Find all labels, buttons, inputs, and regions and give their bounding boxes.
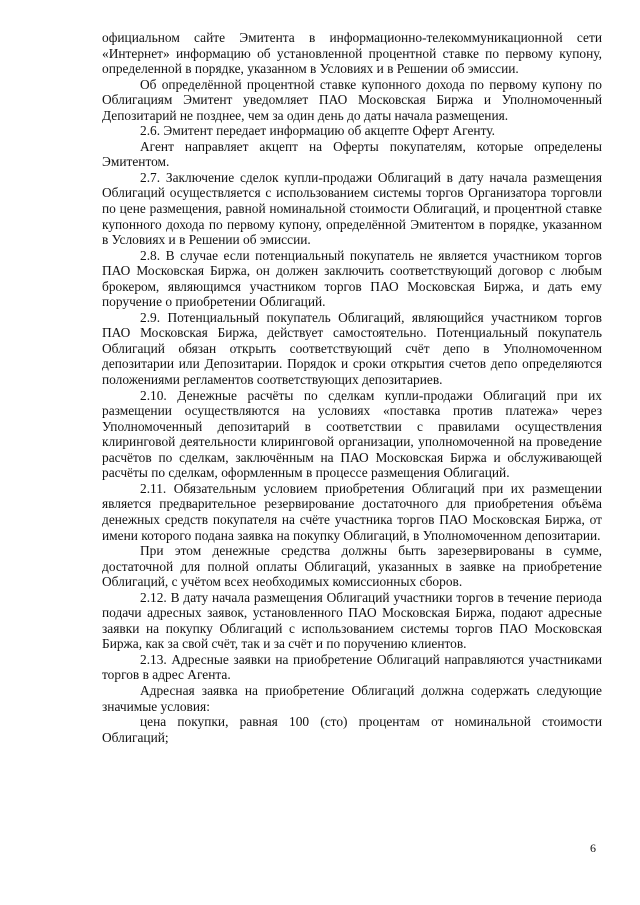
page-number: 6 xyxy=(590,841,596,855)
paragraph: 2.8. В случае если потенциальный покупатель не является участником торгов ПАО Московская Биржа, он должен заключить соответствующий договор с любым брокером, являющимся участником торгов ПАО Московская Биржа, и дать ему поручение о приобретении Облигаций. xyxy=(102,247,602,310)
paragraph: Адресная заявка на приобретение Облигаций должна содержать следующие значимые условия: xyxy=(102,682,602,714)
paragraph: цена покупки, равная 100 (сто) процентам от номинальной стоимости Облигаций; xyxy=(102,714,602,745)
paragraph: При этом денежные средства должны быть зарезервированы в сумме, достаточной для полной оплаты Облигаций, указанных в заявке на приобретение Облигаций, с учётом всех необходимых комиссионных сборов. xyxy=(102,543,602,590)
paragraph: 2.13. Адресные заявки на приобретение Облигаций направляются участниками торгов в адрес Агента. xyxy=(102,651,602,683)
paragraph: 2.12. В дату начала размещения Облигаций участники торгов в течение периода подачи адресных заявок, установленного ПАО Московская Биржа, подают адресные заявки на покупку Облигаций с использованием системы торгов ПАО Московская Биржа, как за свой счёт, так и за счёт и по поручению клиентов. xyxy=(102,589,602,652)
body-text xyxy=(102,30,602,745)
paragraph: 2.6. Эмитент передает информацию об акцепте Оферт Агенту. xyxy=(140,123,495,139)
paragraph: официальном сайте Эмитента в информационно-телекоммуникационной сети «Интернет» информацию об установленной процентной ставке по первому купону, определенной в порядке, указанном в Условиях и в Решении об эмиссии. xyxy=(102,30,602,77)
paragraph: 2.9. Потенциальный покупатель Облигаций, являющийся участником торгов ПАО Московская Биржа, действует самостоятельно. Потенциальный покупатель Облигаций обязан открыть соответствующий счёт депо в Уполномоченном депозитарии или Депозитарии. Порядок и сроки открытия счетов депо определяются положениями регламентов соответствующих депозитариев. xyxy=(102,309,602,388)
paragraph: 2.7. Заключение сделок купли-продажи Облигаций в дату начала размещения Облигаций осуществляется с использованием системы торгов Организатора торговли по цене размещения, равной номинальной стоимости Облигаций, и процентной ставке купонного дохода по первому купону, определённой Эмитентом в порядке, указанном в Условиях и в Решении об эмиссии. xyxy=(102,169,602,248)
paragraph: 2.11. Обязательным условием приобретения Облигаций при их размещении является предварительное резервирование достаточного для приобретения объёма денежных средств покупателя на счёте участника торгов ПАО Московская Биржа, от имени которого подана заявка на покупку Облигаций, в Уполномоченном депозитарии. xyxy=(102,480,602,543)
paragraph: 2.10. Денежные расчёты по сделкам купли-продажи Облигаций при их размещении осуществляются на условиях «поставка против платежа» через Уполномоченный депозитарий в соответствии с правилами осуществления клиринговой деятельности клиринговой организации, уполномоченной на проведение расчётов по сделкам, заключённым на ПАО Московская Биржа и обслуживающей расчёты по сделкам, оформленным в процессе размещения Облигаций. xyxy=(102,387,602,481)
paragraph: Агент направляет акцепт на Оферты покупателям, которые определены Эмитентом. xyxy=(102,138,602,170)
paragraph: Об определённой процентной ставке купонного дохода по первому купону по Облигациям Эмитент уведомляет ПАО Московская Биржа и Уполномоченный Депозитарий не позднее, чем за один день до даты начала размещения. xyxy=(102,76,602,123)
